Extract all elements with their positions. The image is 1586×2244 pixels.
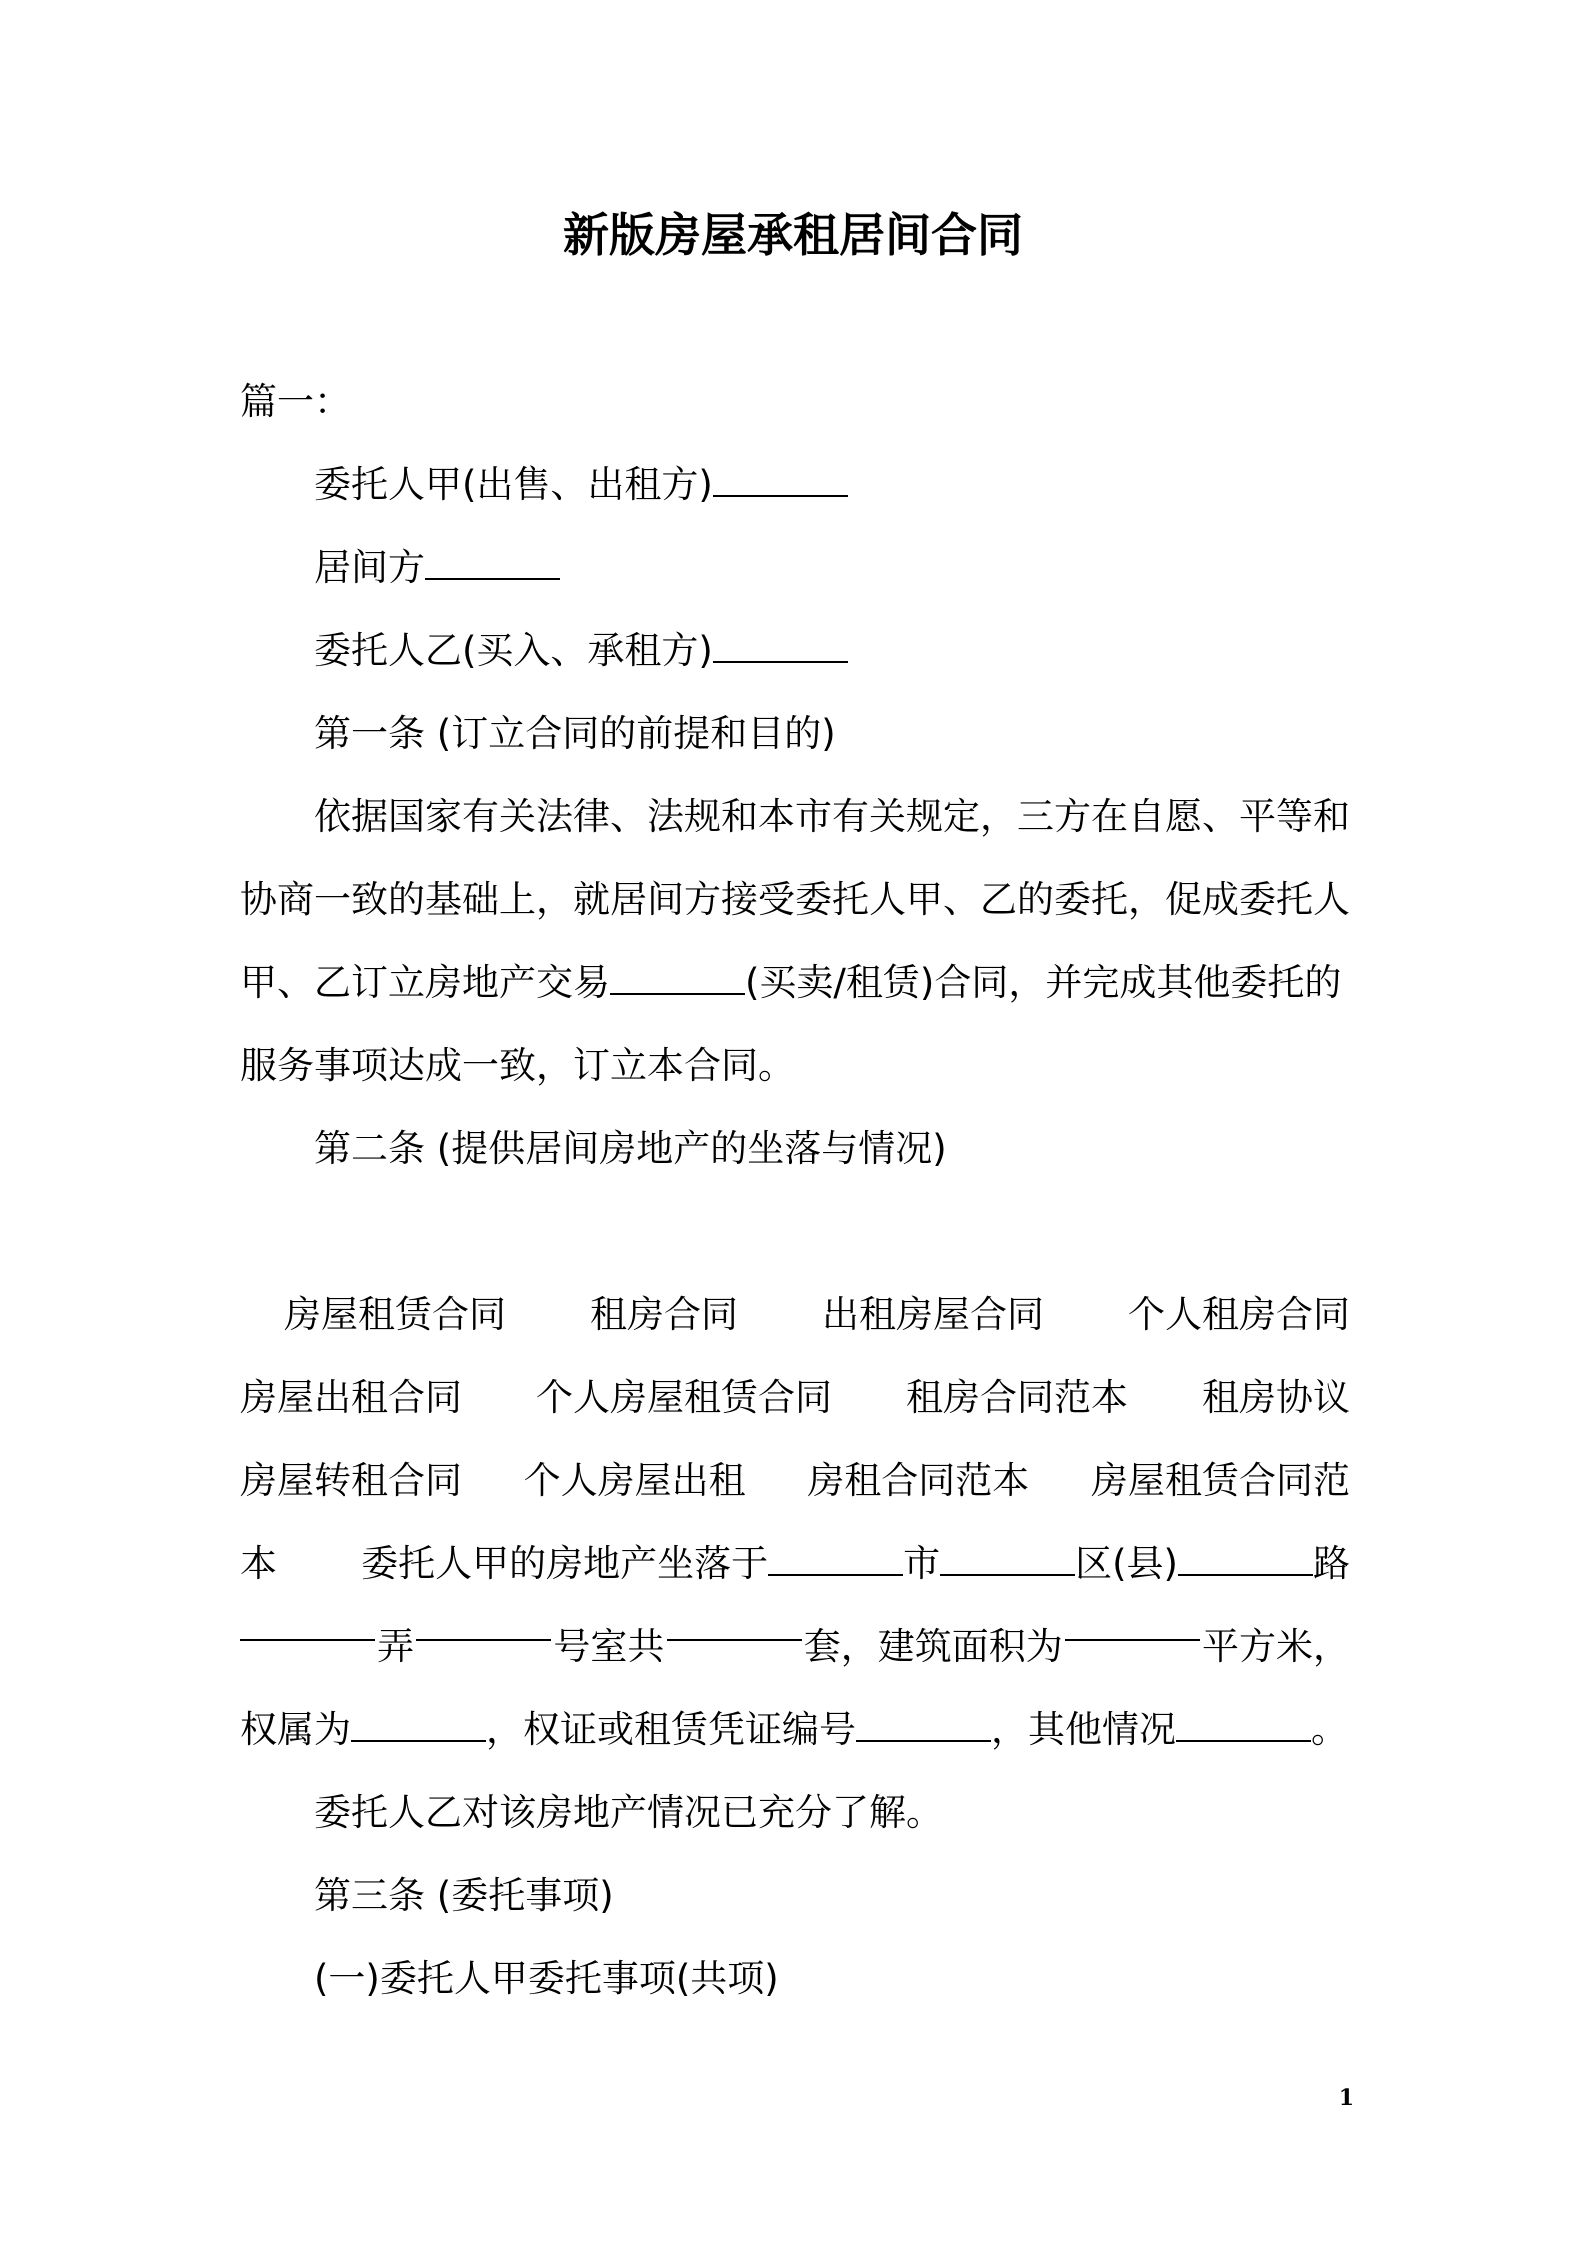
article1-line3-text-a: 甲、乙订立房地产交易 bbox=[240, 961, 610, 1004]
certificate-label: ，权证或租赁凭证编号 bbox=[486, 1708, 856, 1751]
party-a-blank bbox=[713, 461, 848, 497]
article1-para-line4: 服务事项达成一致，订立本合同。 bbox=[240, 1044, 795, 1087]
keyword-link[interactable]: 租房合同 bbox=[590, 1293, 738, 1336]
certificate-blank bbox=[856, 1706, 991, 1742]
other-blank bbox=[1176, 1706, 1311, 1742]
broker-label: 居间方 bbox=[314, 546, 425, 589]
article1-para-line3 bbox=[240, 941, 1350, 1024]
location-label: 委托人甲的房地产坐落于 bbox=[361, 1542, 769, 1585]
period: 。 bbox=[1311, 1708, 1348, 1751]
broker-blank bbox=[425, 544, 560, 580]
keyword-link[interactable]: 房屋租赁合同范 bbox=[1090, 1459, 1350, 1502]
property-location-text bbox=[361, 1522, 1350, 1605]
keywords-row-2 bbox=[240, 1356, 1350, 1439]
broker-line bbox=[240, 526, 1350, 609]
party-a-line bbox=[240, 443, 1350, 526]
section-label: 篇一： bbox=[240, 380, 351, 423]
keyword-link[interactable]: 房屋转租合同 bbox=[240, 1459, 462, 1502]
area-blank bbox=[1065, 1605, 1200, 1641]
party-b-blank bbox=[713, 627, 848, 663]
article1-para-line2: 协商一致的基础上，就居间方接受委托人甲、乙的委托，促成委托人 bbox=[240, 878, 1350, 921]
keyword-link[interactable]: 出租房屋合同 bbox=[822, 1293, 1044, 1336]
article1-line3-text-b: (买卖/租赁)合同，并完成其他委托的 bbox=[745, 961, 1342, 1004]
document-body bbox=[240, 360, 1350, 2020]
article3-sub1: (一)委托人甲委托事项(共项) bbox=[314, 1957, 779, 2000]
keywords-row-3 bbox=[240, 1439, 1350, 1522]
city-blank bbox=[768, 1540, 903, 1576]
area-unit: 平方米， bbox=[1201, 1625, 1350, 1668]
keyword-link[interactable]: 房屋出租合同 bbox=[240, 1376, 462, 1419]
party-b-understand: 委托人乙对该房地产情况已充分了解。 bbox=[314, 1791, 943, 1834]
ownership-label: 权属为 bbox=[240, 1708, 351, 1751]
keyword-link[interactable]: 个人租房合同 bbox=[1128, 1293, 1350, 1336]
page-number: 1 bbox=[1338, 2085, 1354, 2111]
property-line-3 bbox=[240, 1688, 1350, 1771]
district-blank bbox=[940, 1540, 1075, 1576]
keyword-link[interactable]: 个人房屋租赁合同 bbox=[536, 1376, 832, 1419]
keyword-link[interactable]: 房屋租赁合同 bbox=[284, 1293, 506, 1336]
keywords-row-1 bbox=[240, 1273, 1350, 1356]
road-blank bbox=[1178, 1540, 1313, 1576]
keyword-link[interactable]: 房租合同范本 bbox=[807, 1459, 1030, 1502]
spacer bbox=[240, 1190, 1350, 1273]
party-b-line bbox=[240, 609, 1350, 692]
article3-heading: 第三条 (委托事项) bbox=[314, 1874, 614, 1917]
area-label: 套，建筑面积为 bbox=[803, 1625, 1063, 1668]
party-b-label: 委托人乙(买入、承租方) bbox=[314, 629, 713, 672]
party-a-label: 委托人甲(出售、出租方) bbox=[314, 463, 713, 506]
document-title: 新版房屋承租居间合同 bbox=[563, 208, 1023, 262]
other-label: ，其他情况 bbox=[991, 1708, 1176, 1751]
keyword-link-tail[interactable]: 本 bbox=[240, 1542, 277, 1585]
lane-blank bbox=[240, 1605, 375, 1641]
units-blank bbox=[667, 1605, 802, 1641]
district-label: 区(县) bbox=[1075, 1542, 1178, 1585]
article1-heading: 第一条 (订立合同的前提和目的) bbox=[314, 712, 836, 755]
keyword-link[interactable]: 租房协议 bbox=[1202, 1376, 1350, 1419]
transaction-type-blank bbox=[610, 959, 745, 995]
keyword-link[interactable]: 个人房屋出租 bbox=[523, 1459, 746, 1502]
room-label: 号室共 bbox=[553, 1625, 665, 1668]
city-label: 市 bbox=[903, 1542, 941, 1585]
room-blank bbox=[416, 1605, 551, 1641]
road-label: 路 bbox=[1313, 1542, 1350, 1585]
property-line-1 bbox=[240, 1522, 1350, 1605]
property-line-2 bbox=[240, 1605, 1350, 1688]
article2-heading: 第二条 (提供居间房地产的坐落与情况) bbox=[314, 1127, 947, 1170]
article1-para-line1: 依据国家有关法律、法规和本市有关规定，三方在自愿、平等和 bbox=[314, 795, 1350, 838]
keyword-link[interactable]: 租房合同范本 bbox=[906, 1376, 1128, 1419]
ownership-blank bbox=[351, 1706, 486, 1742]
lane-label: 弄 bbox=[377, 1625, 415, 1668]
